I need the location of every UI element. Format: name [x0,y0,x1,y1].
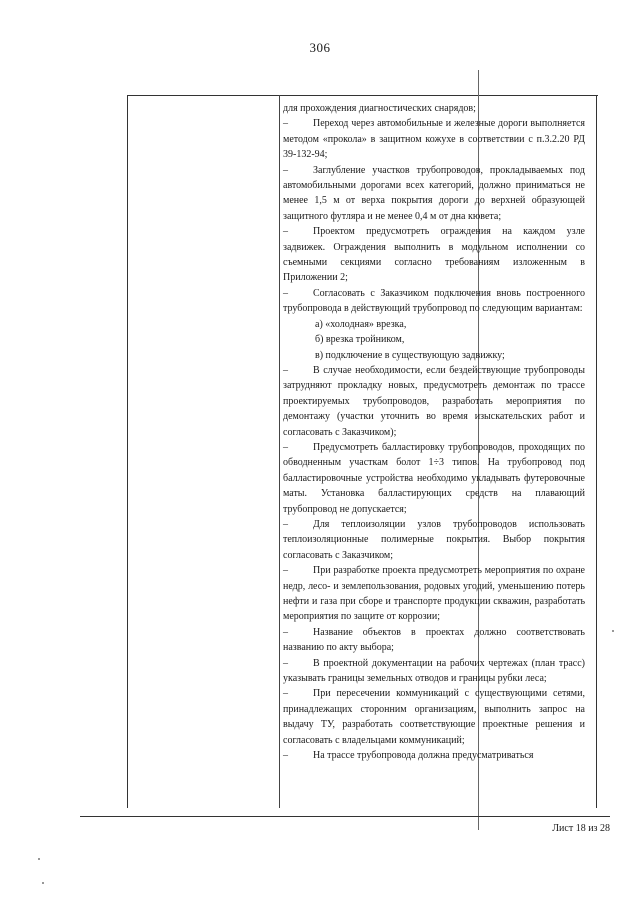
intro-line: для прохождения диагностических снарядов; [283,103,476,114]
dash-marker: – [283,226,288,238]
list-item: – Заглубление участков трубопроводов, прокладываемых под автомобильными дорогами всех категорий, должно приниматься не менее 1,5 м от верха покрытия дороги до верхней образующей защитного футляра и не менее 0,4 м от дна кювета; [283,164,585,222]
scan-speck [612,630,614,632]
dash-marker: – [283,518,288,530]
dash-marker: – [283,164,288,176]
variant-item: в) подключение в существующую задвижку; [315,349,505,361]
list-item: – Предусмотреть балластировку трубопроводов, проходящих по обводненным участкам болот 1÷3 типов. На трубопровод под балластировочные устройства необходимо укладывать футеровочные маты. Установка балластирующих средств на плавающий трубопровод не допускается; [283,441,585,515]
table-right-border [596,95,597,808]
dash-marker: – [283,441,288,453]
dash-marker: – [283,364,288,376]
dash-marker: – [283,750,288,762]
list-item: – В случае необходимости, если бездействующие трубопроводы затрудняют прокладку новых, предусмотреть демонтаж по трассе проектируемых трубопроводов, разработать мероприятия по демонтажу (участки уточнить во время изыскательских работ и согласовать с Заказчиком); [283,364,585,438]
scan-speck [38,858,40,860]
dash-marker: – [283,657,288,669]
list-item: – Для теплоизоляции узлов трубопроводов использовать теплоизоляционные полимерные покрытия. Выбор покрытия согласовать с Заказчиком; [283,518,585,561]
page-number: 306 [309,40,331,55]
table-left-border [127,95,128,808]
footer-rule [80,816,610,817]
dash-marker: – [283,287,288,299]
list-item: – На трассе трубопровода должна предусматриваться [283,748,585,763]
dash-marker: – [283,688,288,700]
dash-marker: – [283,626,288,638]
variant-item: а) «холодная» врезка, [315,318,407,330]
list-item: – При пересечении коммуникаций с существующими сетями, принадлежащих сторонним организациям, выполнить запрос на выдачу ТУ, разработать соответствующие проектные решения и согласовать с владельцами коммуникаций; [283,688,585,746]
list-item: – Переход через автомобильные и железные дороги выполняется методом «прокола» в защитном кожухе в соответствии с п.3.2.20 РД 39-132-94; [283,118,585,161]
list-item: – При разработке проекта предусмотреть мероприятия по охране недр, лесо- и землепользования, родовых угодий, уменьшению потерь нефти и газа при сборе и транспорте продукции скважин, разработать мероприятия по защите от коррозии; [283,565,585,623]
list-item: – В проектной документации на рабочих чертежах (план трасс) указывать границы земельных отводов и границы рубки леса; [283,657,585,685]
list-item: – Проектом предусмотреть ограждения на каждом узле задвижек. Ограждения выполнить в модульном исполнении со съемными секциями согласно требованиям изложенным в Приложении 2; [283,226,585,284]
sheet-number-label: Лист 18 из 28 [552,823,610,834]
dash-marker: – [283,118,288,130]
list-item: – Согласовать с Заказчиком подключения вновь построенного трубопровода в действующий трубопровод по следующим вариантам: [283,287,585,315]
scan-speck [42,882,44,884]
dash-marker: – [283,565,288,577]
table-column-divider [279,95,280,808]
requirements-text [283,101,585,763]
list-item: – Название объектов в проектах должно соответствовать названию по акту выбора; [283,626,585,654]
variant-item: б) врезка тройником, [315,334,405,346]
table-top-border [127,95,598,96]
